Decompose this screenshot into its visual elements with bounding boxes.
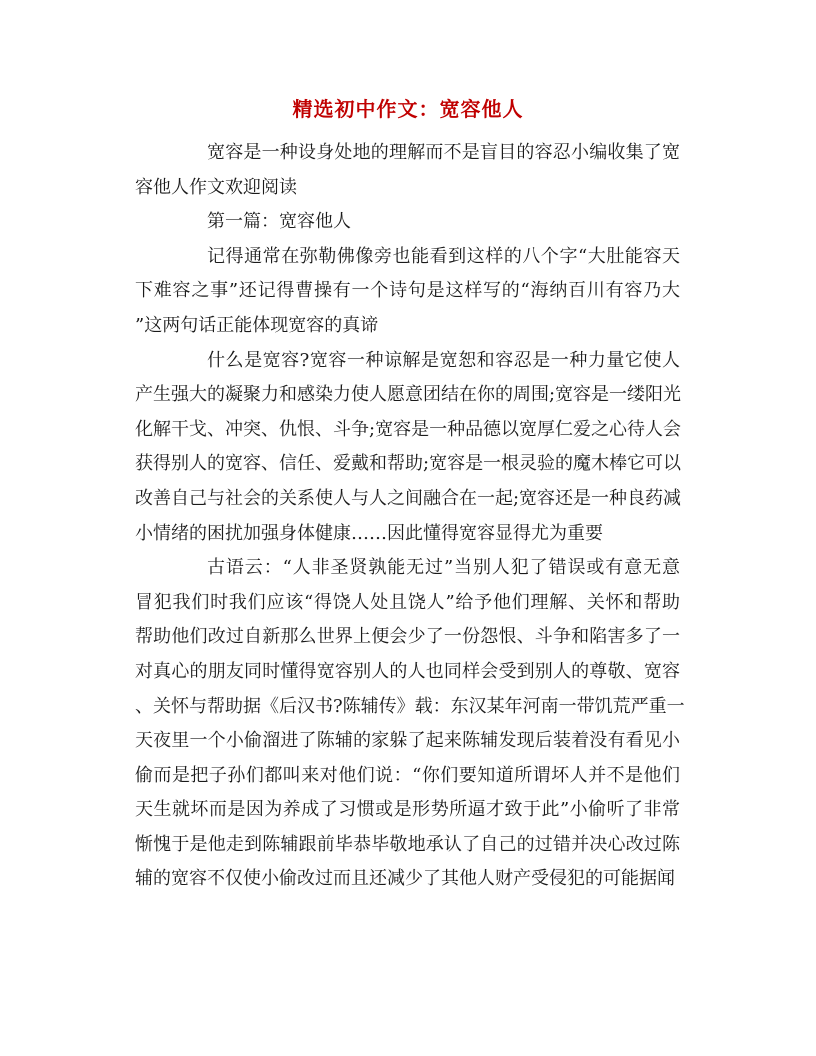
text-line: 第一篇：宽容他人 — [207, 211, 351, 233]
document-body — [135, 136, 685, 897]
text-line: 记得通常在弥勒佛像旁也能看到这样的八个字“大肚能容天 — [207, 245, 680, 267]
text-line: 化解干戈、冲突、仇恨、斗争;宽容是一种品德以宽厚仁爱之心待人会 — [135, 418, 682, 440]
text-line: 古语云：“人非圣贤孰能无过”当别人犯了错误或有意无意 — [207, 557, 680, 579]
text-line: 、关怀与帮助据《后汉书?陈辅传》载：东汉某年河南一带饥荒严重一 — [135, 695, 685, 717]
text-line: 小情绪的困扰加强身体健康……因此懂得宽容显得尤为重要 — [135, 522, 603, 544]
text-line: 产生强大的凝聚力和感染力使人愿意团结在你的周围;宽容是一缕阳光 — [135, 384, 682, 406]
text-line: 冒犯我们时我们应该“得饶人处且饶人”给予他们理解、关怀和帮助 — [135, 591, 680, 613]
text-line: 天生就坏而是因为养成了习惯或是形势所逼才致于此”小偷听了非常 — [135, 799, 680, 821]
text-line: 天夜里一个小偷溜进了陈辅的家躲了起来陈辅发现后装着没有看见小 — [135, 730, 680, 752]
paragraph — [135, 136, 680, 205]
document-title: 精选初中作文：宽容他人 — [292, 97, 524, 121]
text-line: 偷而是把子孙们都叫来对他们说：“你们要知道所谓坏人并不是他们 — [135, 764, 680, 786]
text-line: 宽容是一种设身处地的理解而不是盲目的容忍小编收集了宽 — [207, 142, 680, 163]
text-line: 惭愧于是他走到陈辅跟前毕恭毕敬地承认了自己的过错并决心改过陈 — [135, 833, 680, 855]
text-line: 对真心的朋友同时懂得宽容别人的人也同样会受到别人的尊敬、宽容 — [135, 660, 680, 682]
text-line: ”这两句话正能体现宽容的真谛 — [135, 314, 379, 336]
text-line: 什么是宽容?宽容一种谅解是宽恕和容忍是一种力量它使人 — [207, 349, 680, 371]
paragraph — [135, 240, 680, 344]
paragraph — [135, 551, 685, 897]
paragraph — [135, 344, 680, 552]
text-line: 下难容之事”还记得曹操有一个诗句是这样写的“海纳百川有容乃大 — [135, 280, 680, 302]
section-heading — [135, 205, 680, 240]
text-line: 改善自己与社会的关系使人与人之间融合在一起;宽容还是一种良药减 — [135, 487, 682, 509]
text-line: 获得别人的宽容、信任、爱戴和帮助;宽容是一根灵验的魔木棒它可以 — [135, 453, 682, 475]
text-line: 帮助他们改过自新那么世界上便会少了一份怨恨、斗争和陷害多了一 — [135, 626, 680, 648]
text-line: 辅的宽容不仅使小偷改过而且还减少了其他人财产受侵犯的可能据闻 — [135, 868, 675, 890]
text-line: 容他人作文欢迎阅读 — [135, 176, 297, 198]
